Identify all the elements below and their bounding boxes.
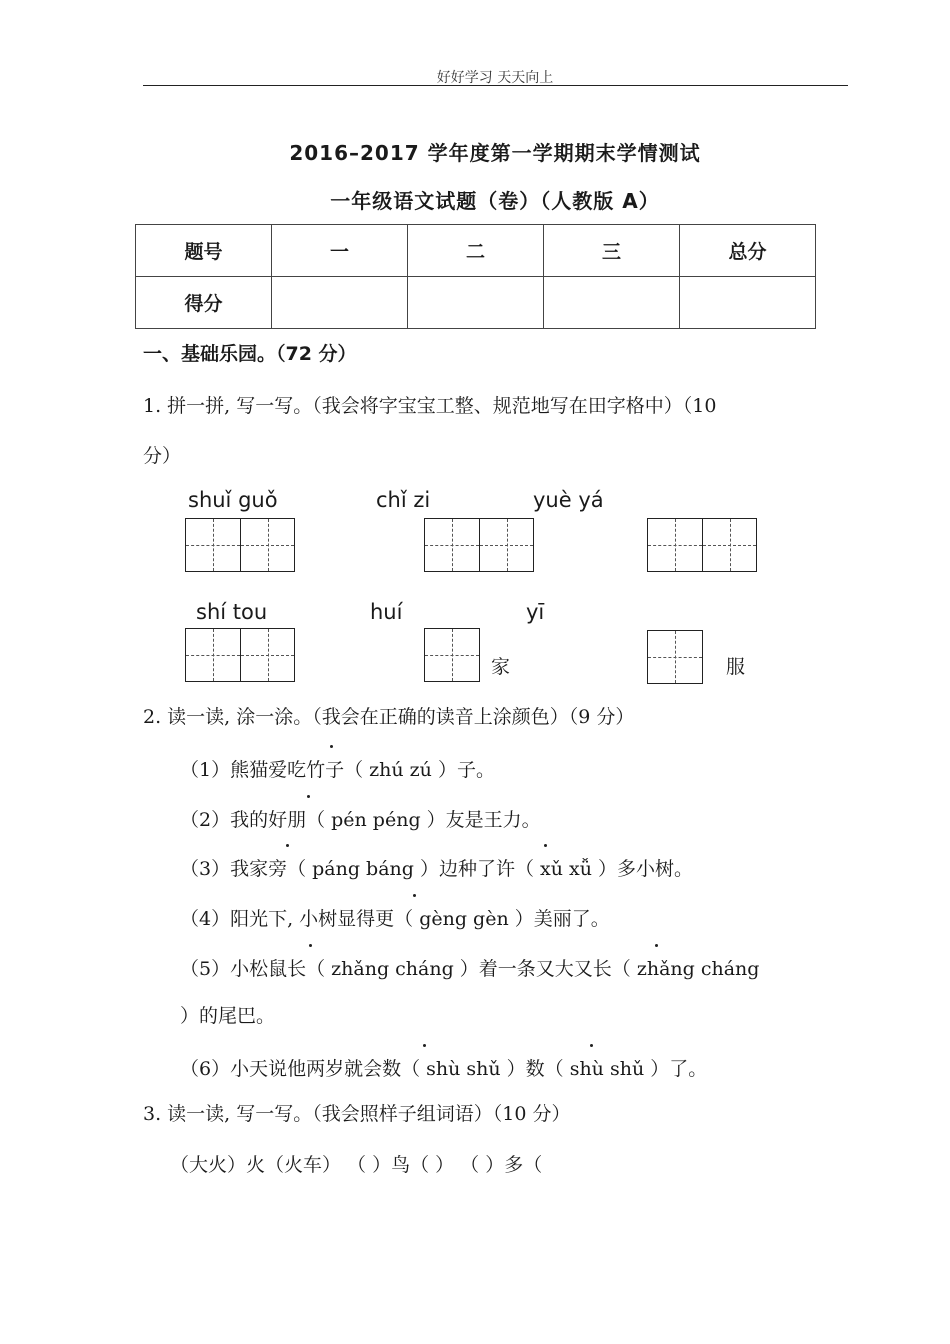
tianzige-grid[interactable] <box>647 518 757 572</box>
score-table-score-row <box>136 277 816 329</box>
tianzige-cell[interactable] <box>186 629 240 681</box>
q1-prompt-cont: 分） <box>143 445 182 467</box>
emphasis-dot <box>309 944 312 947</box>
q3-example-line: （大火）火（火车） （ ）鸟（ ） （ ）多（ <box>170 1154 543 1176</box>
tianzige-cell[interactable] <box>186 519 240 571</box>
header-rule <box>143 85 848 86</box>
character-suffix: 家 <box>491 656 511 678</box>
score-input-cell[interactable] <box>544 277 680 329</box>
score-table-header-row <box>136 225 816 277</box>
emphasis-dot <box>330 745 333 748</box>
score-header-cell: 题号 <box>136 225 272 277</box>
tianzige-grid[interactable] <box>185 518 295 572</box>
page-header-text: 好好学习 天天向上 <box>436 70 554 86</box>
pinyin-label: huí <box>370 600 403 624</box>
tianzige-cell[interactable] <box>425 629 479 681</box>
character-suffix: 服 <box>726 656 746 678</box>
q1-prompt: 1. 拼一拼, 写一写。（我会将字宝宝工整、规范地写在田字格中）（10 <box>143 395 717 417</box>
section1-title: 一、基础乐园。（72 分） <box>143 343 357 365</box>
tianzige-cell[interactable] <box>648 631 702 683</box>
tianzige-grid[interactable] <box>424 518 534 572</box>
q2-item: （4）阳光下, 小树显得更（ gèng gèn ）美丽了。 <box>180 908 610 930</box>
score-input-cell[interactable] <box>408 277 544 329</box>
pinyin-label: yī <box>526 600 545 624</box>
score-input-cell[interactable] <box>272 277 408 329</box>
tianzige-cell[interactable] <box>648 519 702 571</box>
q3-prompt: 3. 读一读, 写一写。（我会照样子组词语）（10 分） <box>143 1103 571 1125</box>
q2-item: （5）小松鼠长（ zhǎng cháng ）着一条又大又长（ zhǎng cháng <box>180 958 760 980</box>
pinyin-label: yuè yá <box>533 488 604 512</box>
score-row-label: 得分 <box>136 277 272 329</box>
emphasis-dot <box>307 795 310 798</box>
emphasis-dot <box>655 944 658 947</box>
score-input-cell[interactable] <box>680 277 816 329</box>
tianzige-grid[interactable] <box>185 628 295 682</box>
score-header-cell: 二 <box>408 225 544 277</box>
q2-item: （6）小天说他两岁就会数（ shù shǔ ）数（ shù shǔ ）了。 <box>180 1058 708 1080</box>
q2-prompt: 2. 读一读, 涂一涂。（我会在正确的读音上涂颜色）（9 分） <box>143 706 635 728</box>
emphasis-dot <box>286 844 289 847</box>
tianzige-cell[interactable] <box>479 519 533 571</box>
tianzige-cell[interactable] <box>240 519 294 571</box>
pinyin-label: shuǐ guǒ <box>188 488 278 512</box>
pinyin-label: chǐ zi <box>376 488 431 512</box>
tianzige-cell[interactable] <box>240 629 294 681</box>
pinyin-label: shí tou <box>196 600 268 624</box>
tianzige-grid[interactable] <box>647 630 703 684</box>
score-header-cell: 总分 <box>680 225 816 277</box>
emphasis-dot <box>413 894 416 897</box>
q2-item-cont: ）的尾巴。 <box>180 1005 276 1027</box>
emphasis-dot <box>544 844 547 847</box>
score-header-cell: 三 <box>544 225 680 277</box>
q2-item: （1）熊猫爱吃竹子（ zhú zú ）子。 <box>180 759 495 781</box>
tianzige-cell[interactable] <box>702 519 756 571</box>
score-table <box>135 224 816 329</box>
emphasis-dot <box>423 1044 426 1047</box>
score-header-cell: 一 <box>272 225 408 277</box>
q2-item: （3）我家旁（ páng báng ）边种了许（ xǔ xǚ ）多小树。 <box>180 858 694 880</box>
exam-title-line1: 2016–2017 学年度第一学期期末学情测试 <box>289 141 701 165</box>
exam-title-line2: 一年级语文试题（卷）（人教版 A） <box>330 189 660 213</box>
tianzige-cell[interactable] <box>425 519 479 571</box>
tianzige-grid[interactable] <box>424 628 480 682</box>
emphasis-dot <box>590 1044 593 1047</box>
q2-item: （2）我的好朋（ pén péng ）友是王力。 <box>180 809 541 831</box>
